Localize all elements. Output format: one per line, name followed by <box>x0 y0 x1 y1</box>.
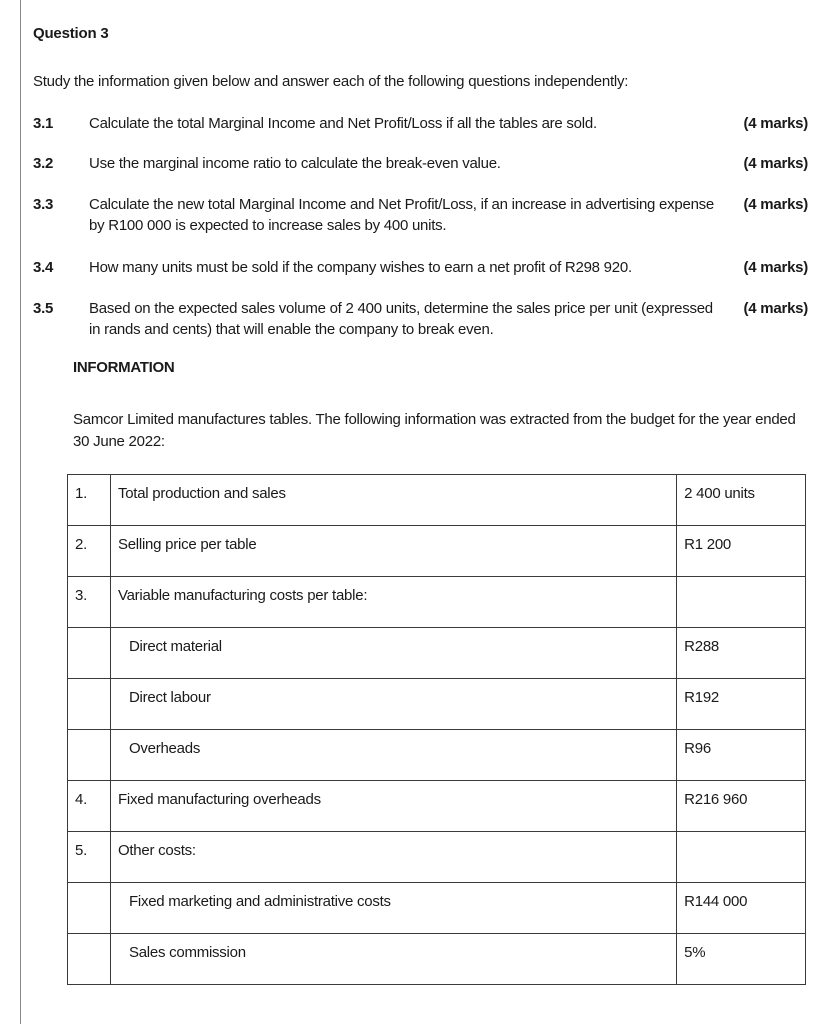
row-label: Direct material <box>110 628 676 679</box>
row-label: Other costs: <box>110 832 676 883</box>
row-number <box>68 628 111 679</box>
row-value: R216 960 <box>677 781 806 832</box>
question-text: Use the marginal income ratio to calculate the break-even value. <box>89 155 501 172</box>
row-number <box>68 730 111 781</box>
table-row <box>68 883 806 934</box>
row-label: Direct labour <box>110 679 676 730</box>
row-value: 5% <box>677 934 806 985</box>
question-intro: Study the information given below and answer each of the following questions independently: <box>33 73 629 90</box>
question-text: How many units must be sold if the company wishes to earn a net profit of R298 920. <box>89 259 632 276</box>
page-left-border <box>20 0 21 1024</box>
table-row <box>68 679 806 730</box>
row-number <box>68 883 111 934</box>
row-number: 1. <box>68 475 111 526</box>
row-label: Sales commission <box>110 934 676 985</box>
table-row <box>68 832 806 883</box>
row-value: R192 <box>677 679 806 730</box>
row-number: 2. <box>68 526 111 577</box>
row-label: Selling price per table <box>110 526 676 577</box>
table-row <box>68 475 806 526</box>
question-text: Calculate the new total Marginal Income and Net Profit/Loss, if an increase in advertising expense by R100 000 is expected to increase sales by 400 units. <box>89 196 715 234</box>
row-value: R1 200 <box>677 526 806 577</box>
table-row <box>68 628 806 679</box>
row-number: 5. <box>68 832 111 883</box>
row-value: R288 <box>677 628 806 679</box>
row-number: 4. <box>68 781 111 832</box>
row-label: Variable manufacturing costs per table: <box>110 577 676 628</box>
question-marks: (4 marks) <box>743 155 808 172</box>
information-title: INFORMATION <box>73 359 175 376</box>
row-value: R144 000 <box>677 883 806 934</box>
row-value <box>677 832 806 883</box>
table-row <box>68 730 806 781</box>
row-value <box>677 577 806 628</box>
question-number: 3.2 <box>33 155 54 172</box>
question-number: 3.5 <box>33 300 54 317</box>
table-row <box>68 934 806 985</box>
question-marks: (4 marks) <box>743 259 808 276</box>
row-number <box>68 934 111 985</box>
question-number: 3.1 <box>33 115 54 132</box>
row-value: 2 400 units <box>677 475 806 526</box>
question-number: 3.4 <box>33 259 54 276</box>
information-text: Samcor Limited manufactures tables. The following information was extracted from the budget for the year ended 30 June 2022: <box>73 411 796 450</box>
question-text: Calculate the total Marginal Income and Net Profit/Loss if all the tables are sold. <box>89 115 597 132</box>
table-row <box>68 526 806 577</box>
question-heading: Question 3 <box>33 25 109 42</box>
row-label: Fixed marketing and administrative costs <box>110 883 676 934</box>
question-text: Based on the expected sales volume of 2 400 units, determine the sales price per unit (expressed in rands and cents) that will enable the company to break even. <box>89 300 713 338</box>
row-label: Total production and sales <box>110 475 676 526</box>
question-number: 3.3 <box>33 196 54 213</box>
question-marks: (4 marks) <box>743 196 808 213</box>
row-value: R96 <box>677 730 806 781</box>
row-label: Fixed manufacturing overheads <box>110 781 676 832</box>
row-label: Overheads <box>110 730 676 781</box>
question-marks: (4 marks) <box>743 300 808 317</box>
row-number <box>68 679 111 730</box>
budget-table <box>67 474 806 985</box>
table-row <box>68 781 806 832</box>
question-marks: (4 marks) <box>743 115 808 132</box>
table-row <box>68 577 806 628</box>
row-number: 3. <box>68 577 111 628</box>
